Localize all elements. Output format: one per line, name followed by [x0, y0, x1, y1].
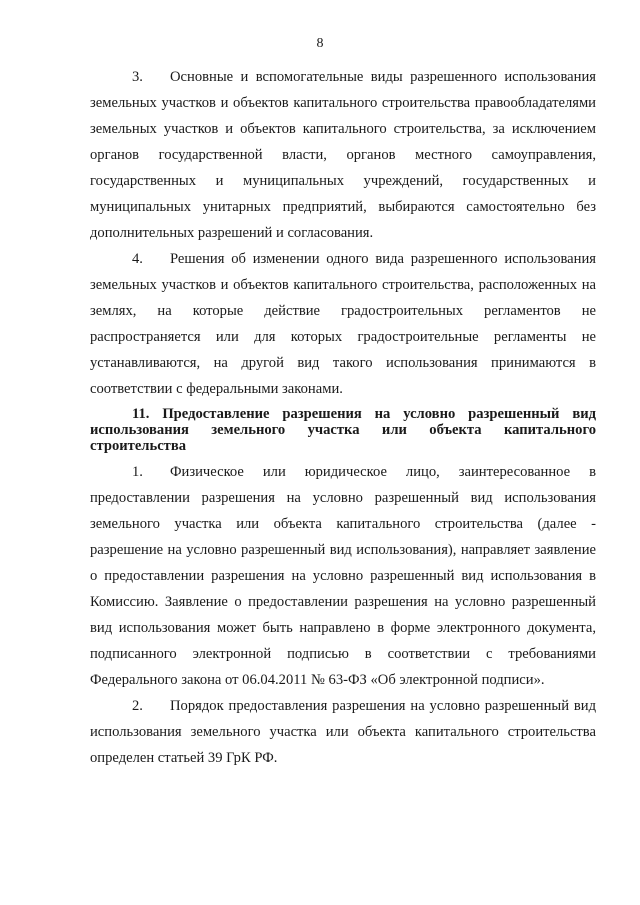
- paragraph-11-2: [90, 693, 596, 771]
- paragraph-3: [90, 64, 596, 246]
- paragraph-number: 2.: [132, 698, 143, 714]
- paragraph-11-1: [90, 459, 596, 693]
- document-body: [90, 64, 596, 771]
- paragraph-number: 1.: [132, 464, 143, 480]
- paragraph-number: 4.: [132, 251, 143, 267]
- paragraph-text: Порядок предоставления разрешения на условно разрешенный вид использования земельного участка или объекта капитального строительства определен статьей 39 ГрК РФ.: [90, 698, 596, 766]
- paragraph-text: Основные и вспомогательные виды разрешенного использования земельных участков и объектов капитального строительства правообладателями земельных участков и объектов капитального строительства, за исключением органов государственной власти, органов местного самоуправления, государственных и муниципальных учреждений, государственных и муниципальных унитарных предприятий, выбираются самостоятельно без дополнительных разрешений и согласования.: [90, 69, 596, 241]
- paragraph-text: Физическое или юридическое лицо, заинтересованное в предоставлении разрешения на условно разрешенный вид использования земельного участка или объекта капитального строительства (далее - разрешение на условно разрешенный вид использования), направляет заявление о предоставлении разрешения на условно разрешенный вид использования в Комиссию. Заявление о предоставлении разрешения на условно разрешенный вид использования может быть направлено в форме электронного документа, подписанного электронной подписью в соответствии с требованиями Федерального закона от 06.04.2011 № 63-ФЗ «Об электронной подписи».: [90, 464, 596, 688]
- page-number: 8: [316, 36, 324, 51]
- section-heading: 11. Предоставление разрешения на условно разрешенный вид использования земельного участка или объекта капитального строительства: [90, 406, 596, 454]
- paragraph-text: Решения об изменении одного вида разрешенного использования земельных участков и объектов капитального строительства, расположенных на землях, на которые действие градостроительных регламентов не распространяется или для которых градостроительные регламенты не устанавливаются, на другой вид такого использования принимаются в соответствии с федеральными законами.: [90, 251, 596, 397]
- paragraph-number: 3.: [132, 69, 143, 85]
- paragraph-4: [90, 246, 596, 402]
